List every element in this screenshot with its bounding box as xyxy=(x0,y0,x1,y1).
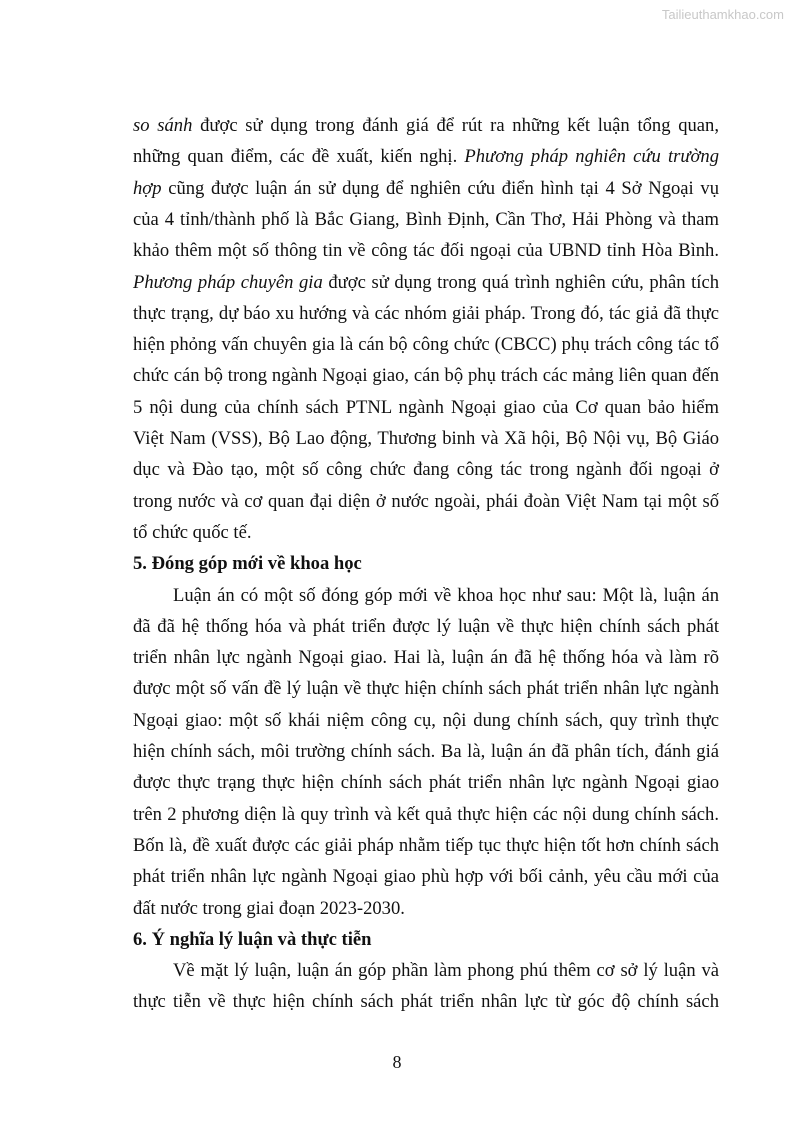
text-span: cũng được luận án sử dụng để nghiên cứu điển hình tại 4 Sở Ngoại vụ xyxy=(161,177,719,199)
text-line: phát triển nhân lực ngành Ngoại giao phù hợp với bối cảnh, yêu cầu mới của xyxy=(133,866,719,888)
text-line: Luận án có một số đóng góp mới về khoa học như sau: Một là, luận án xyxy=(173,584,719,606)
text-line: đã đã hệ thống hóa và phát triển được lý luận về thực hiện chính sách phát xyxy=(133,615,719,637)
text-line xyxy=(133,427,719,451)
section-heading: 5. Đóng góp mới về khoa học xyxy=(133,553,362,575)
text-line: Ngoại giao: một số khái niệm công cụ, nội dung chính sách, quy trình thực xyxy=(133,709,719,731)
text-line: được một số vấn đề lý luận về thực hiện chính sách phát triển nhân lực ngành xyxy=(133,678,719,700)
text-line xyxy=(133,364,719,388)
italic-term: Phương pháp chuyên gia xyxy=(133,271,323,293)
text-line xyxy=(133,458,719,482)
text-line xyxy=(133,239,719,263)
text-span: tổ chức quốc tế. xyxy=(133,521,252,543)
italic-term: so sánh xyxy=(133,115,193,136)
text-line xyxy=(133,333,719,357)
text-line xyxy=(133,490,719,514)
text-line: đất nước trong giai đoạn 2023-2030. xyxy=(133,897,405,919)
text-line: Về mặt lý luận, luận án góp phần làm phong phú thêm cơ sở lý luận và xyxy=(173,960,719,982)
text-span: hiện phỏng vấn chuyên gia là cán bộ công chức (CBCC) phụ trách công tác tổ xyxy=(133,334,719,356)
text-line: triển nhân lực ngành Ngoại giao. Hai là, luận án đã hệ thống hóa và làm rõ xyxy=(133,647,719,669)
text-line: thực tiễn về thực hiện chính sách phát triển nhân lực từ góc độ chính sách xyxy=(133,991,719,1013)
italic-term: hợp xyxy=(133,177,162,199)
watermark: Tailieuthamkhao.com xyxy=(661,7,784,22)
text-span: dục và Đào tạo, một số công chức đang công tác trong ngành đối ngoại ở xyxy=(133,459,719,481)
text-line xyxy=(133,396,719,420)
text-span: những quan điểm, các đề xuất, kiến nghị. xyxy=(133,146,465,168)
text-span: thực trạng, dự báo xu hướng và các nhóm giải pháp. Trong đó, tác giả đã thực xyxy=(133,302,719,324)
text-span: khảo thêm một số thông tin về công tác đối ngoại của UBND tỉnh Hòa Bình. xyxy=(133,240,719,262)
page-number: 8 xyxy=(392,1052,402,1072)
text-line: hiện chính sách, môi trường chính sách. Ba là, luận án đã phân tích, đánh giá xyxy=(133,741,719,762)
text-line xyxy=(133,114,719,138)
italic-term: Phương pháp nghiên cứu trường xyxy=(464,146,720,168)
text-line xyxy=(133,521,719,545)
text-line xyxy=(133,208,719,232)
text-span: của 4 tỉnh/thành phố là Bắc Giang, Bình Định, Cần Thơ, Hải Phòng và tham xyxy=(133,208,719,230)
text-line xyxy=(133,177,719,201)
text-line: trên 2 phương diện là quy trình và kết quả thực hiện các nội dung chính sách. xyxy=(133,803,719,825)
text-line xyxy=(133,145,719,169)
text-line: Bốn là, đề xuất được các giải pháp nhằm tiếp tục thực hiện tốt hơn chính sách xyxy=(133,834,719,856)
text-span: trong nước và cơ quan đại diện ở nước ngoài, phái đoàn Việt Nam tại một số xyxy=(133,490,719,512)
text-span: Việt Nam (VSS), Bộ Lao động, Thương binh và Xã hội, Bộ Nội vụ, Bộ Giáo xyxy=(133,428,719,449)
text-span: được sử dụng trong quá trình nghiên cứu, phân tích xyxy=(322,271,719,293)
section-heading: 6. Ý nghĩa lý luận và thực tiễn xyxy=(133,928,372,950)
text-line: được thực trạng thực hiện chính sách phát triển nhân lực ngành Ngoại giao xyxy=(133,772,719,794)
text-line xyxy=(133,271,719,295)
text-span: chức cán bộ trong ngành Ngoại giao, cán bộ phụ trách các mảng liên quan đến xyxy=(133,365,719,387)
text-line xyxy=(133,302,719,326)
text-span: được sử dụng trong đánh giá để rút ra những kết luận tổng quan, xyxy=(192,115,720,136)
text-span: 5 nội dung của chính sách PTNL ngành Ngoại giao của Cơ quan bảo hiểm xyxy=(133,396,719,418)
